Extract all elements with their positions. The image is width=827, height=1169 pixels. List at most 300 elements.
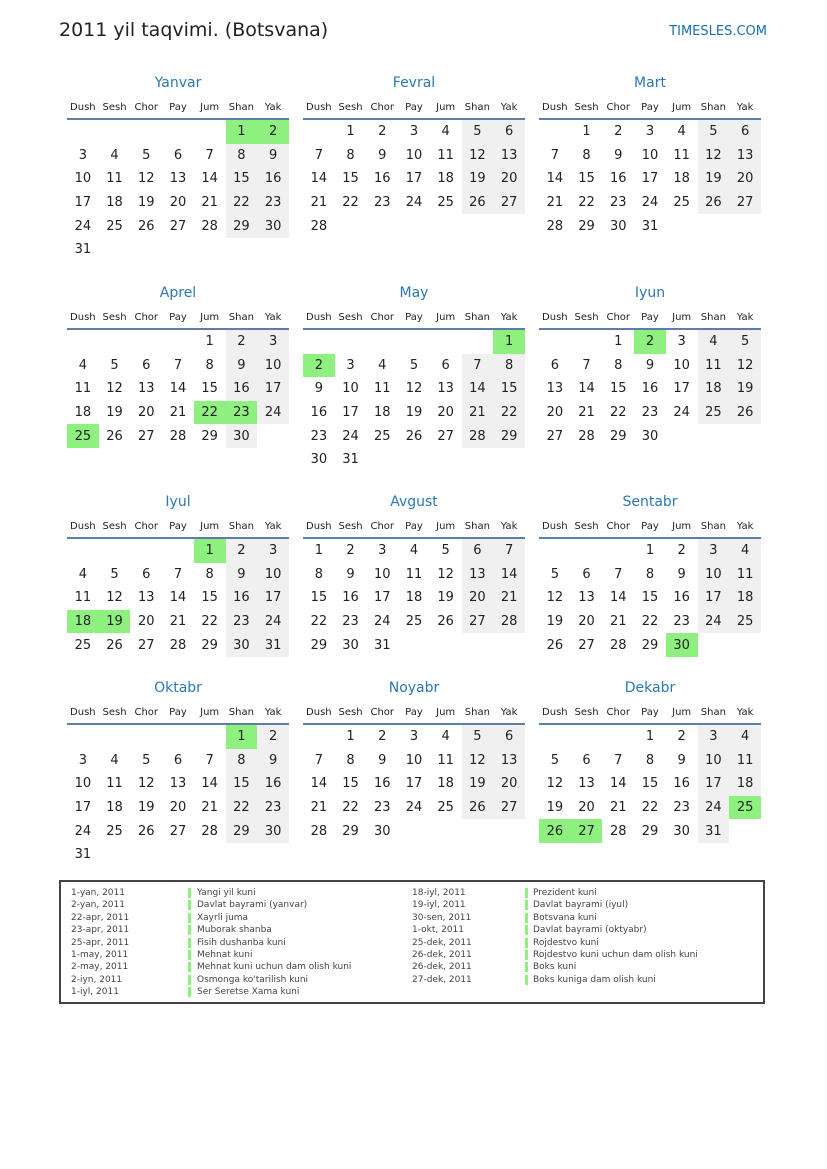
empty-cell	[493, 214, 525, 238]
day-cell: 5	[462, 724, 494, 749]
day-cell: 15	[342, 776, 359, 792]
day-cell: 27	[462, 610, 494, 634]
legend-row	[71, 949, 401, 961]
day-cell: 25	[698, 401, 730, 425]
legend-row	[71, 899, 401, 911]
month-table	[67, 516, 289, 657]
weekday-header: Sesh	[99, 307, 131, 329]
month-name: Noyabr	[388, 680, 440, 696]
day-cell: 23	[373, 195, 391, 211]
empty-cell	[162, 538, 194, 563]
holiday-marker	[188, 962, 191, 972]
day-cell: 19	[462, 772, 494, 796]
day-cell: 6	[173, 147, 183, 163]
weekday-header: Dush	[67, 702, 99, 724]
day-cell: 28	[578, 428, 595, 444]
day-cell: 18	[729, 772, 761, 796]
day-cell: 12	[405, 381, 423, 397]
weekday-header: Yak	[257, 702, 289, 724]
empty-cell	[698, 633, 730, 657]
day-cell: 11	[673, 147, 690, 163]
day-cell: 13	[137, 381, 155, 397]
day-cell: 23	[342, 614, 359, 630]
day-cell: 15	[641, 590, 659, 606]
day-cell: 5	[142, 147, 151, 163]
legend-row	[71, 937, 401, 949]
weekday-header: Sesh	[571, 307, 603, 329]
day-cell: 3	[257, 538, 289, 563]
weekday-header: Sesh	[335, 516, 367, 538]
day-cell: 14	[609, 776, 627, 792]
day-cell: 6	[582, 566, 591, 582]
weekday-header: Jum	[194, 97, 226, 119]
day-cell: 17	[342, 405, 359, 421]
day-cell: 10	[641, 147, 659, 163]
legend-row	[412, 949, 752, 961]
empty-cell	[162, 724, 194, 749]
day-cell: 7	[462, 354, 494, 378]
day-cell: 24	[74, 823, 92, 839]
day-cell: 19	[106, 405, 123, 421]
day-cell: 22	[310, 614, 328, 630]
day-cell: 3	[698, 724, 730, 749]
day-cell: 25	[106, 218, 123, 234]
legend-row	[412, 961, 752, 973]
day-cell: 22	[641, 800, 659, 816]
day-cell: 16	[373, 171, 391, 187]
day-cell: 8	[205, 566, 214, 582]
day-cell: 20	[546, 405, 564, 421]
empty-cell	[430, 633, 462, 657]
empty-cell	[366, 448, 398, 472]
holiday-marker	[188, 888, 191, 898]
day-cell: 11	[106, 171, 123, 187]
day-cell: 17	[405, 171, 423, 187]
month-name: Oktabr	[154, 680, 202, 696]
weekday-header: Chor	[602, 702, 634, 724]
weekday-header: Chor	[130, 702, 162, 724]
day-cell: 24	[698, 610, 730, 634]
empty-cell	[257, 238, 289, 262]
day-cell: 27	[729, 191, 761, 215]
legend-row	[412, 924, 752, 936]
weekday-header: Chor	[366, 516, 398, 538]
day-cell: 21	[310, 800, 328, 816]
holiday-date: 18-iyl, 2011	[412, 888, 466, 898]
month-name: Iyul	[165, 494, 191, 510]
day-cell: 6	[550, 357, 559, 373]
month-calendar	[67, 73, 289, 262]
day-cell: 27	[571, 819, 603, 843]
day-cell: 4	[78, 566, 87, 582]
weekday-header: Yak	[493, 97, 525, 119]
site-link[interactable]: TIMESLES.COM	[669, 24, 767, 39]
weekday-header: Shan	[698, 307, 730, 329]
empty-cell	[571, 724, 603, 749]
empty-cell	[257, 424, 289, 448]
weekday-header: Chor	[130, 516, 162, 538]
weekday-header: Shan	[698, 702, 730, 724]
day-cell: 16	[226, 377, 258, 401]
holiday-name: Mehnat kuni uchun dam olish kuni	[197, 962, 352, 973]
day-cell: 19	[462, 167, 494, 191]
day-cell: 20	[137, 405, 155, 421]
day-cell: 7	[614, 566, 623, 582]
day-cell: 7	[314, 752, 323, 768]
day-cell: 28	[310, 218, 328, 234]
day-cell: 19	[546, 800, 564, 816]
day-cell: 7	[614, 752, 623, 768]
day-cell: 12	[546, 590, 564, 606]
day-cell: 23	[226, 401, 258, 425]
day-cell: 3	[257, 329, 289, 354]
day-cell: 24	[342, 428, 359, 444]
holiday-name: Davlat bayrami (iyul)	[533, 900, 629, 911]
holiday-date: 1-yan, 2011	[71, 888, 125, 898]
holiday-date: 23-apr, 2011	[71, 925, 130, 936]
day-cell: 7	[582, 357, 591, 373]
holiday-name: Rojdestvo kuni uchun dam olish kuni	[533, 949, 698, 960]
day-cell: 5	[110, 566, 119, 582]
day-cell: 23	[673, 614, 690, 630]
month-calendar	[303, 492, 525, 657]
legend-column-right	[412, 887, 752, 986]
day-cell: 20	[437, 405, 454, 421]
legend-row	[71, 974, 401, 986]
empty-cell	[226, 238, 258, 262]
holiday-name: Rojdestvo kuni	[533, 937, 599, 948]
day-cell: 27	[137, 637, 155, 653]
weekday-header: Jum	[430, 702, 462, 724]
day-cell: 21	[462, 401, 494, 425]
day-cell: 11	[106, 776, 123, 792]
day-cell: 23	[257, 191, 289, 215]
day-cell: 18	[729, 586, 761, 610]
empty-cell	[303, 724, 335, 749]
day-cell: 17	[74, 800, 92, 816]
day-cell: 6	[582, 752, 591, 768]
day-cell: 30	[641, 428, 659, 444]
holiday-marker	[188, 900, 191, 910]
empty-cell	[698, 214, 730, 238]
day-cell: 29	[641, 637, 659, 653]
holiday-marker	[525, 975, 528, 985]
day-cell: 30	[673, 823, 690, 839]
day-cell: 25	[67, 424, 99, 448]
day-cell: 22	[641, 614, 659, 630]
day-cell: 8	[205, 357, 214, 373]
day-cell: 2	[677, 543, 686, 559]
day-cell: 28	[169, 428, 187, 444]
holiday-date: 30-sen, 2011	[412, 912, 472, 923]
day-cell: 5	[550, 752, 559, 768]
day-cell: 30	[257, 214, 289, 238]
day-cell: 10	[74, 776, 92, 792]
day-cell: 30	[257, 819, 289, 843]
day-cell: 26	[546, 637, 564, 653]
day-cell: 3	[645, 124, 655, 140]
legend-row	[71, 887, 401, 899]
holiday-name: Yangi yil kuni	[197, 888, 256, 898]
day-cell: 18	[673, 171, 690, 187]
day-cell: 16	[310, 405, 328, 421]
weekday-header: Sesh	[571, 516, 603, 538]
day-cell: 27	[493, 191, 525, 215]
empty-cell	[729, 633, 761, 657]
day-cell: 5	[462, 119, 494, 144]
day-cell: 13	[546, 381, 564, 397]
day-cell: 8	[645, 566, 655, 582]
weekday-header: Shan	[698, 516, 730, 538]
day-cell: 29	[201, 637, 218, 653]
empty-cell	[162, 238, 194, 262]
holiday-date: 26-dek, 2011	[412, 949, 472, 960]
day-cell: 9	[677, 566, 686, 582]
weekday-header: Yak	[257, 307, 289, 329]
day-cell: 28	[462, 424, 494, 448]
day-cell: 1	[645, 729, 655, 745]
holiday-marker	[188, 950, 191, 960]
day-cell: 14	[310, 171, 328, 187]
day-cell: 9	[346, 566, 355, 582]
day-cell: 23	[257, 796, 289, 820]
empty-cell	[303, 329, 335, 354]
day-cell: 6	[441, 357, 450, 373]
day-cell: 1	[314, 543, 323, 559]
day-cell: 3	[78, 147, 87, 163]
day-cell: 22	[226, 191, 258, 215]
day-cell: 23	[310, 428, 328, 444]
weekday-header: Shan	[462, 702, 494, 724]
holiday-name: Mehnat kuni	[197, 949, 253, 960]
holiday-name: Muborak shanba	[197, 925, 272, 936]
holiday-date: 1-okt, 2011	[412, 925, 465, 936]
day-cell: 18	[67, 610, 99, 634]
holiday-marker	[188, 925, 191, 935]
day-cell: 8	[493, 354, 525, 378]
day-cell: 15	[201, 381, 218, 397]
day-cell: 12	[698, 144, 730, 168]
day-cell: 21	[546, 195, 564, 211]
holiday-name: Prezident kuni	[533, 888, 597, 898]
day-cell: 25	[373, 428, 391, 444]
empty-cell	[430, 214, 462, 238]
day-cell: 8	[582, 147, 591, 163]
day-cell: 15	[310, 590, 328, 606]
day-cell: 5	[409, 357, 419, 373]
day-cell: 1	[194, 538, 226, 563]
day-cell: 2	[346, 543, 355, 559]
day-cell: 19	[437, 590, 454, 606]
day-cell: 20	[493, 772, 525, 796]
day-cell: 25	[437, 800, 454, 816]
day-cell: 9	[378, 147, 387, 163]
day-cell: 30	[666, 633, 698, 657]
day-cell: 13	[462, 563, 494, 587]
month-table	[539, 702, 761, 843]
day-cell: 11	[729, 749, 761, 773]
day-cell: 26	[462, 191, 494, 215]
day-cell: 12	[437, 566, 454, 582]
day-cell: 18	[106, 195, 123, 211]
month-table	[67, 307, 289, 448]
legend-row	[412, 937, 752, 949]
day-cell: 20	[493, 167, 525, 191]
month-calendar	[303, 678, 525, 843]
legend-row	[71, 912, 401, 924]
holiday-name: Boks kuniga dam olish kuni	[533, 974, 656, 985]
empty-cell	[194, 843, 226, 867]
day-cell: 15	[226, 167, 258, 191]
weekday-header: Sesh	[99, 97, 131, 119]
day-cell: 30	[310, 452, 328, 468]
legend-row	[412, 912, 752, 924]
empty-cell	[162, 329, 194, 354]
day-cell: 16	[226, 586, 258, 610]
weekday-header: Chor	[130, 97, 162, 119]
empty-cell	[729, 214, 761, 238]
day-cell: 26	[137, 823, 155, 839]
day-cell: 2	[614, 124, 623, 140]
day-cell: 31	[373, 637, 391, 653]
day-cell: 10	[257, 354, 289, 378]
day-cell: 29	[578, 218, 595, 234]
day-cell: 10	[673, 357, 690, 373]
day-cell: 15	[342, 171, 359, 187]
weekday-header: Sesh	[335, 702, 367, 724]
legend-row	[412, 899, 752, 911]
day-cell: 16	[257, 167, 289, 191]
holiday-date: 2-yan, 2011	[71, 900, 125, 911]
day-cell: 30	[609, 218, 627, 234]
month-calendar	[67, 283, 289, 448]
empty-cell	[602, 538, 634, 563]
empty-cell	[67, 538, 99, 563]
day-cell: 26	[405, 428, 423, 444]
month-calendar	[539, 678, 761, 843]
weekday-header: Dush	[303, 307, 335, 329]
day-cell: 28	[310, 823, 328, 839]
day-cell: 23	[373, 800, 391, 816]
day-cell: 4	[729, 724, 761, 749]
day-cell: 20	[169, 195, 187, 211]
day-cell: 13	[493, 144, 525, 168]
weekday-header: Jum	[666, 307, 698, 329]
day-cell: 13	[437, 381, 454, 397]
day-cell: 18	[405, 590, 423, 606]
weekday-header: Shan	[226, 307, 258, 329]
day-cell: 31	[641, 218, 659, 234]
weekday-header: Pay	[634, 702, 666, 724]
day-cell: 12	[546, 776, 564, 792]
weekday-header: Yak	[729, 97, 761, 119]
day-cell: 8	[346, 147, 355, 163]
weekday-header: Pay	[162, 97, 194, 119]
day-cell: 29	[609, 428, 627, 444]
day-cell: 16	[641, 381, 659, 397]
holiday-name: Ser Seretse Xama kuni	[197, 987, 300, 998]
day-cell: 16	[673, 590, 690, 606]
holiday-date: 1-may, 2011	[71, 949, 129, 960]
day-cell: 17	[257, 586, 289, 610]
weekday-header: Pay	[162, 516, 194, 538]
weekday-header: Pay	[162, 307, 194, 329]
day-cell: 13	[169, 776, 187, 792]
day-cell: 6	[729, 119, 761, 144]
weekday-header: Yak	[257, 516, 289, 538]
day-cell: 31	[74, 242, 92, 258]
day-cell: 15	[493, 377, 525, 401]
day-cell: 27	[169, 823, 187, 839]
day-cell: 26	[437, 614, 454, 630]
weekday-header: Yak	[729, 702, 761, 724]
day-cell: 12	[729, 354, 761, 378]
empty-cell	[666, 424, 698, 448]
day-cell: 31	[342, 452, 359, 468]
holiday-name: Xayrli juma	[197, 912, 249, 923]
weekday-header: Jum	[666, 97, 698, 119]
weekday-header: Pay	[634, 97, 666, 119]
day-cell: 20	[578, 800, 595, 816]
day-cell: 14	[462, 377, 494, 401]
day-cell: 18	[74, 405, 92, 421]
day-cell: 29	[201, 428, 218, 444]
legend-row	[412, 887, 752, 899]
day-cell: 1	[346, 124, 355, 140]
empty-cell	[130, 538, 162, 563]
weekday-header: Yak	[493, 307, 525, 329]
holiday-name: Osmonga ko'tarilish kuni	[197, 974, 309, 985]
day-cell: 27	[546, 428, 564, 444]
weekday-header: Dush	[303, 516, 335, 538]
day-cell: 1	[614, 334, 623, 350]
month-name: Yanvar	[154, 75, 202, 91]
empty-cell	[571, 329, 603, 354]
day-cell: 15	[609, 381, 627, 397]
empty-cell	[398, 329, 430, 354]
day-cell: 22	[342, 195, 359, 211]
day-cell: 31	[74, 847, 92, 863]
day-cell: 24	[698, 796, 730, 820]
month-table	[539, 516, 761, 657]
month-name: May	[399, 285, 429, 301]
day-cell: 3	[346, 357, 355, 373]
day-cell: 3	[677, 334, 686, 350]
day-cell: 4	[409, 543, 419, 559]
day-cell: 16	[373, 776, 391, 792]
day-cell: 14	[169, 590, 187, 606]
day-cell: 21	[169, 614, 187, 630]
day-cell: 23	[609, 195, 627, 211]
legend-row	[71, 961, 401, 973]
empty-cell	[194, 119, 226, 144]
day-cell: 14	[546, 171, 564, 187]
day-cell: 1	[226, 119, 258, 144]
day-cell: 21	[609, 800, 627, 816]
empty-cell	[366, 214, 398, 238]
day-cell: 13	[137, 590, 155, 606]
day-cell: 4	[677, 124, 686, 140]
day-cell: 2	[303, 354, 335, 378]
empty-cell	[539, 329, 571, 354]
empty-cell	[571, 538, 603, 563]
day-cell: 10	[698, 563, 730, 587]
empty-cell	[162, 843, 194, 867]
day-cell: 28	[201, 218, 218, 234]
day-cell: 9	[226, 354, 258, 378]
month-table	[67, 97, 289, 262]
day-cell: 9	[614, 147, 623, 163]
